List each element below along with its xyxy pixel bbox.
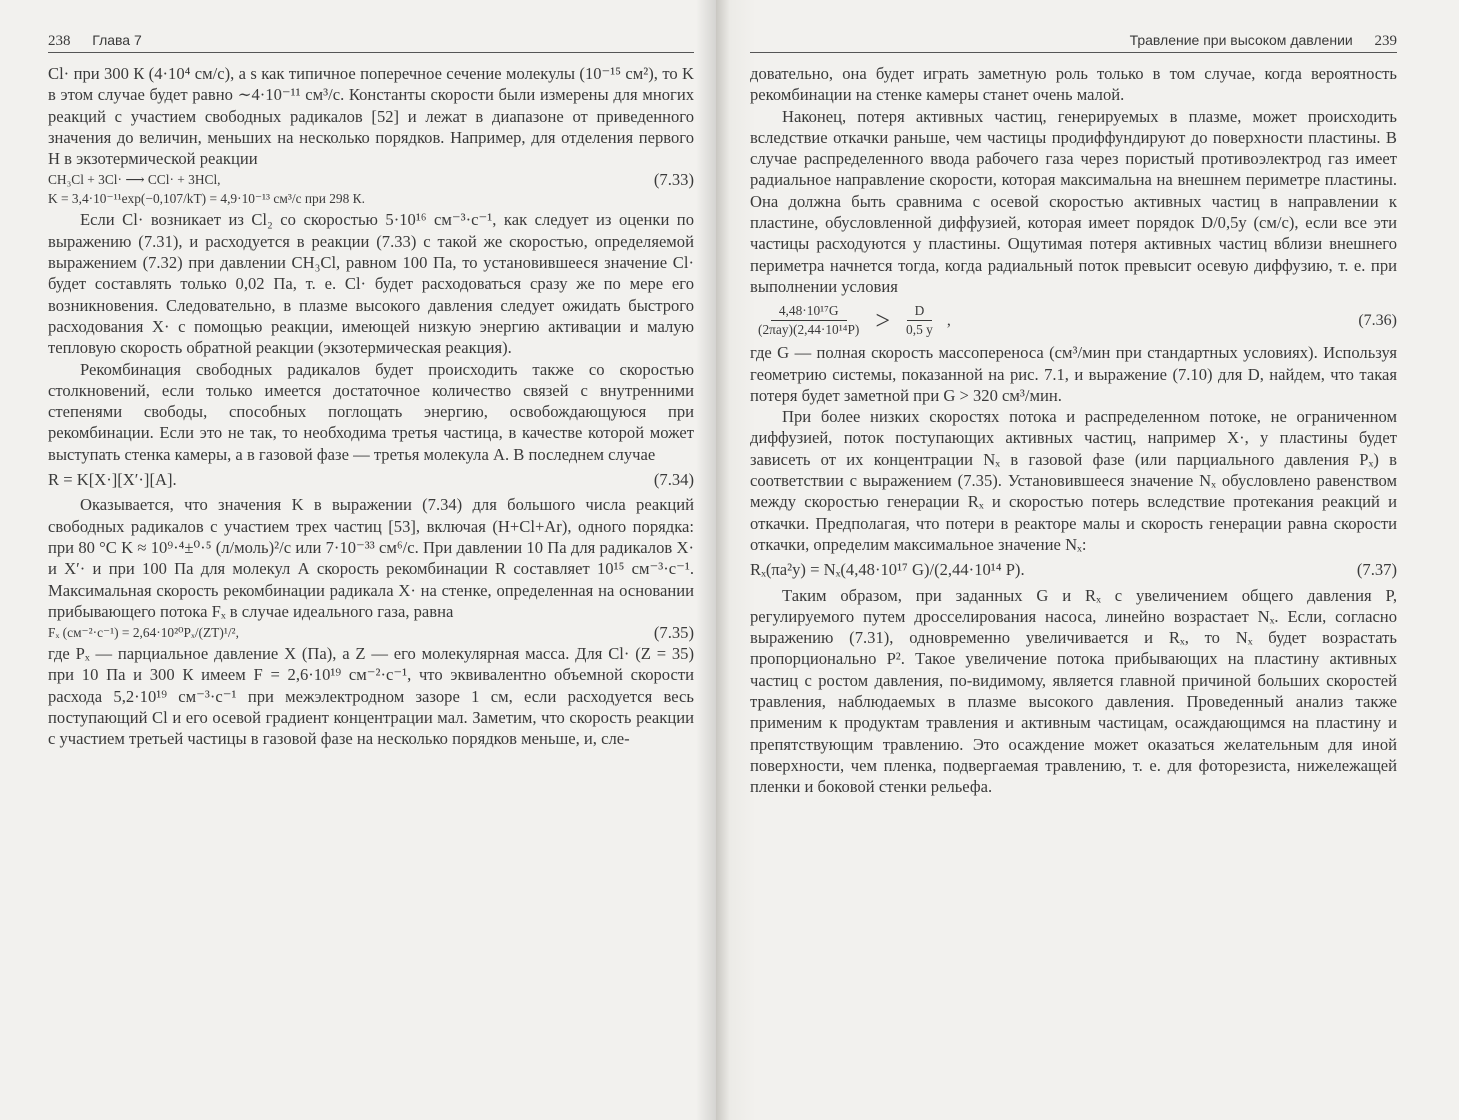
equation-text: R = K[X·][X′·][A]. (48, 470, 177, 490)
paragraph: где Pₓ — парциальное давление X (Па), а Z — его молекулярная масса. Для Cl· (Z = 35) при 10 Па и 300 К имеем F = 2,6·10¹⁹ см⁻²·с⁻¹, что эквивалентно объемной скорости расхода 5,2·10¹⁹ см⁻³·с⁻¹ при межэлектродном зазоре 1 см, если расходуется весь поступающий Cl и его осевой градиент концентрации мал. Заметим, что скорость реакции с участием третьей частицы в газовой фазе на несколько порядков меньше, и, сле- (48, 644, 694, 749)
equation-text: Fₓ (см⁻²·с⁻¹) = 2,64·10²⁰Pₓ/(ZT)¹/², (48, 625, 239, 641)
equation-text: CH₃Cl + 3Cl· ⟶ CCl· + 3HCl, (48, 172, 221, 188)
right-running-head: Травление при высоком давлении (1129, 32, 1353, 48)
right-page (716, 0, 1459, 1120)
equation-text: K = 3,4·10⁻¹¹exp(−0,107/kT) = 4,9·10⁻¹³ см³/с при 298 К. (48, 191, 365, 207)
paragraph: Оказывается, что значения K в выражении (7.34) для большого числа реакций свободных радикалов с участием трех частиц [53], включая (H+Cl+Ar), одного порядка: при 80 °C K ≈ 10⁹·⁴±⁰·⁵ (л/моль)²/с или 7·10⁻³³ см⁶/с. При давлении 10 Па для радикалов X· и X′· и при 100 Па для молекул А скорость рекомбинации R составляет 10¹⁵ см⁻³·с⁻¹. Максимальная скорость рекомбинации радикала X· на стенке, определенная на основании прибывающего потока Fₓ в случае идеального газа, равна (48, 495, 694, 621)
fraction-rhs: $\frac{D}{0,5 y}$ (906, 303, 933, 338)
paragraph: Таким образом, при заданных G и Rₓ с увеличением общего давления P, регулируемого путем дросселирования насоса, линейно возрастает Nₓ. Если, согласно выражению (7.31), одновременно увеличивается и Rₓ, то Nₓ будет возрастать пропорционально P². Такое увеличение потока прибывающих на пластину активных частиц с ростом давления, по-видимому, является главной причиной больших скоростей травления, наблюдаемых в плазме высокого давления. Проведенный анализ также применим к продуктам травления и активным частицам, осаждающимся на пластину и препятствующим травлению. Это осаждение может оказаться желательным для иной поверхности, чем пленка, подвергаемая травлению, т. е. для фоторезиста, нижележащей пленки и боковой стенки рельефа. (750, 585, 1397, 797)
paragraph: При более низких скоростях потока и распределенном потоке, не ограниченном диффузией, поток поступающих активных частиц, например X·, у пластины будет зависеть от их концентрации Nₓ в газовой фазе (или парциального давления Pₓ) в соответствии с выражением (7.35). Установившееся значение Nₓ обусловлено равенством между скоростью генерации Rₓ и скоростью потерь вследствие протекания реакций и откачки. Предполагая, что потери в реакторе малы и скорость генерации равна скорости откачки, определим максимальное значение Nₓ: (750, 407, 1397, 554)
greater-than-sign: > (875, 305, 891, 335)
equation-number: (7.34) (653, 470, 694, 490)
fraction-lhs: $\frac{\text{4,48·10¹⁷G}}{\text{(2πay)(2,44·10¹⁴P)}}$ (758, 303, 860, 338)
paragraph: Наконец, потеря активных частиц, генерируемых в плазме, может происходить вследствие откачки раньше, чем частицы продиффундируют до поверхности пластины. В случае распределенного ввода рабочего газа через пористый противоэлектрод газ имеет радиальное направление скорости, которая максимальна на внешнем периметре пластины. Она должна быть сравнима с осевой скоростью активных частиц в направлении к пластине, обусловленной диффузией, которая имеет порядок D/0,5y (см/с), если все эти частицы расходуются у пластины. Ощутимая потеря активных частиц вблизи внешнего периметра начнется тогда, когда радиальный поток превысит осевую диффузию, т. е. при выполнении условия (750, 106, 1397, 296)
right-page-body (750, 63, 1397, 798)
right-page-header (750, 32, 1397, 53)
paragraph: Cl· при 300 К (4·10⁴ см/с), а s как типичное поперечное сечение молекулы (10⁻¹⁵ см²), то K в этом случае будет равно ∼4·10⁻¹¹ см³/с. Константы скорости были измерены для многих реакций с участием свободных радикалов [52] и лежат в диапазоне от приведенного значения до величин, меньших на несколько порядков. Например, для отделения первого Н в экзотермической реакции (48, 64, 694, 169)
equation-number: (7.33) (653, 170, 694, 190)
right-page-number: 239 (1374, 33, 1397, 49)
left-page-body (48, 63, 694, 750)
equation-text: Rₓ(πa²y) = Nₓ(4,48·10¹⁷ G)/(2,44·10¹⁴ P). (750, 560, 1025, 580)
equation-number: (7.36) (1358, 311, 1397, 329)
left-page (0, 0, 716, 1120)
left-running-head: Глава 7 (92, 32, 142, 48)
left-page-header (48, 32, 694, 53)
left-page-number: 238 (48, 33, 71, 49)
paragraph: довательно, она будет играть заметную роль только в том случае, когда вероятность рекомбинации на стенке камеры станет очень малой. (750, 64, 1397, 105)
paragraph: Если Cl· возникает из Cl₂ со скоростью 5·10¹⁶ см⁻³·с⁻¹, как следует из оценки по выражению (7.31), и расходуется в реакции (7.33) с такой же скоростью, определяемой выражением (7.32) при давлении CH₃Cl, равном 100 Па, то установившееся значение Cl· будет составлять только 0,02 Па, т. е. Cl· будет расходоваться сразу же по мере его возникновения. Следовательно, в плазме высокого давления следует ожидать быстрого расходования X· с помощью реакции, имеющей низкую энергию активации и малую тепловую скорость обратной реакции (экзотермическая реакция). (48, 210, 694, 358)
equation-number: (7.35) (653, 623, 694, 643)
equation (750, 559, 1397, 580)
equation (48, 171, 694, 188)
page-gutter-shadow (696, 0, 716, 1120)
equation (48, 469, 694, 490)
equation (48, 624, 694, 641)
paragraph: Рекомбинация свободных радикалов будет происходить также со скоростью столкновений, если только имеется достаточное количество связей с внутренними степенями свободы, способных поглощать энергию, освобождающуюся при рекомбинации. Если это не так, то необходима третья частица, в качестве которой может выступать стенка камеры, а в газовой фазе — третья молекула А. В последнем случае (48, 359, 694, 464)
equation-7-36: $\frac{\text{4,48·10¹⁷G}}{\text{(2πay)(2,44·10¹⁴P)}}$ > $\frac{D}{0,5 y}$ , (7.36) (750, 303, 1397, 338)
equation (48, 190, 694, 207)
paragraph: где G — полная скорость массопереноса (см³/мин при стандартных условиях). Используя геометрию системы, показанной на рис. 7.1, и выражение (7.10) для D, найдем, что такая потеря будет заметной при G > 320 см³/мин. (750, 343, 1397, 405)
equation-number: (7.37) (1356, 560, 1397, 580)
